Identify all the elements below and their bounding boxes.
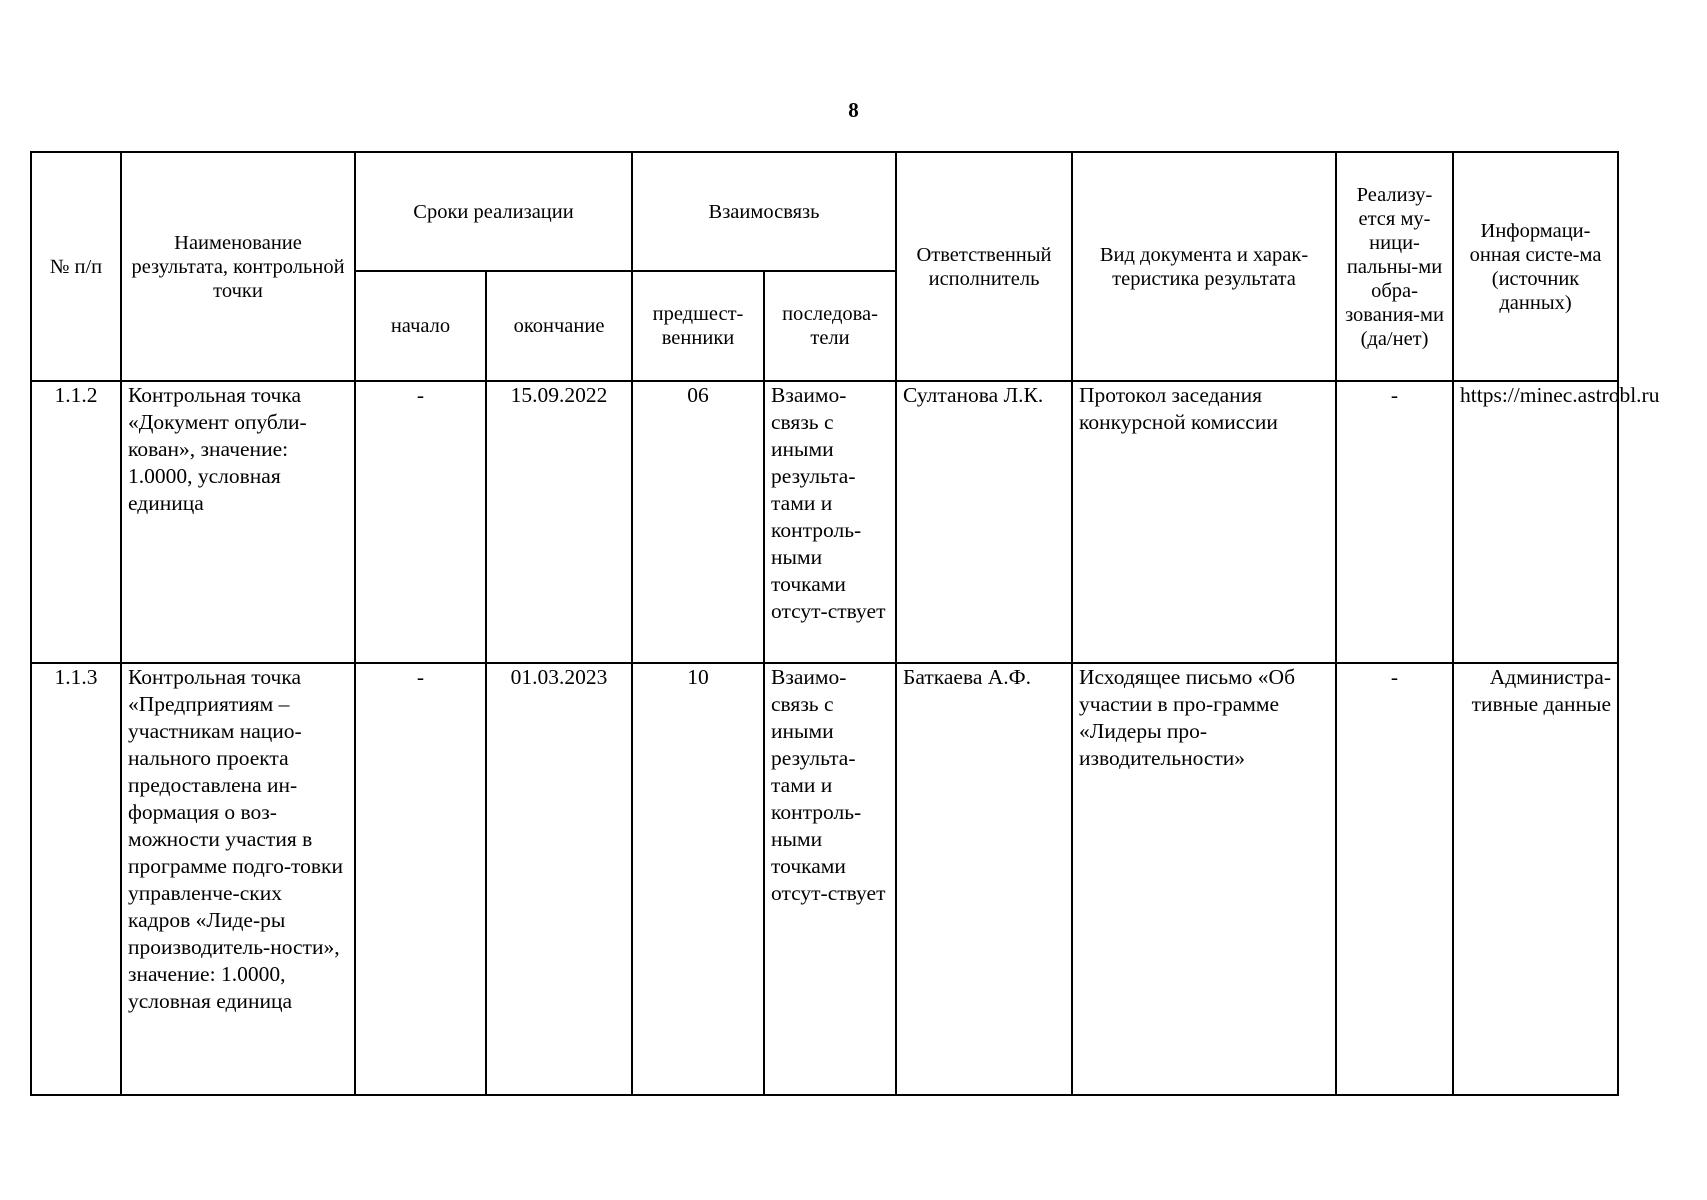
cell-name: Контрольная точка «Предприятиям – участникам нацио-нального проекта предоставлена ин-формация о воз-можности участия в программе подго-товки управленче-ских кадров «Лиде-ры производитель-ности», значение: 1.0000, условная единица <box>121 663 355 1095</box>
header-info-system: Информаци-онная систе-ма (источник данных) <box>1453 152 1618 381</box>
results-table <box>30 151 1660 1096</box>
header-relation: Взаимосвязь <box>632 152 896 271</box>
cell-end: 01.03.2023 <box>486 663 632 1095</box>
cell-successors: Взаимо-связь с иными результа-тами и контроль-ными точками отсут-ствует <box>764 381 896 663</box>
cell-successors: Взаимо-связь с иными результа-тами и контроль-ными точками отсут-ствует <box>764 663 896 1095</box>
cell-name: Контрольная точка «Документ опубли-кован», значение: 1.0000, условная единица <box>121 381 355 663</box>
header-name: Наименование результата, контрольной точки <box>121 152 355 381</box>
header-num: № п/п <box>31 152 121 381</box>
cell-doc-type: Исходящее письмо «Об участии в про-грамме «Лидеры про-изводительности» <box>1072 663 1336 1095</box>
table-row <box>31 381 1618 663</box>
cell-num: 1.1.3 <box>31 663 121 1095</box>
cell-executor: Баткаева А.Ф. <box>896 663 1072 1095</box>
header-terms-end: окончание <box>486 271 632 381</box>
cell-executor: Султанова Л.К. <box>896 381 1072 663</box>
cell-municipal: - <box>1336 663 1453 1095</box>
cell-municipal: - <box>1336 381 1453 663</box>
page-number: 8 <box>848 98 859 122</box>
cell-start: - <box>355 663 486 1095</box>
header-doc-type: Вид документа и харак-теристика результата <box>1072 152 1336 381</box>
table-row <box>31 663 1618 1095</box>
cell-predecessors: 10 <box>632 663 764 1095</box>
header-relation-pred: предшест-венники <box>632 271 764 381</box>
cell-predecessors: 06 <box>632 381 764 663</box>
header-municipal: Реализу-ется му-ници-пальны-ми обра-зования-ми (да/нет) <box>1336 152 1453 381</box>
cell-info-system: Администра-тивные данные <box>1453 663 1618 1095</box>
header-terms: Сроки реализации <box>355 152 632 271</box>
cell-start: - <box>355 381 486 663</box>
cell-num: 1.1.2 <box>31 381 121 663</box>
cell-info-system: https://minec.astrobl.ru <box>1453 381 1618 663</box>
header-executor: Ответственный исполнитель <box>896 152 1072 381</box>
cell-doc-type: Протокол заседания конкурсной комиссии <box>1072 381 1336 663</box>
header-terms-start: начало <box>355 271 486 381</box>
header-relation-succ: последова-тели <box>764 271 896 381</box>
cell-end: 15.09.2022 <box>486 381 632 663</box>
